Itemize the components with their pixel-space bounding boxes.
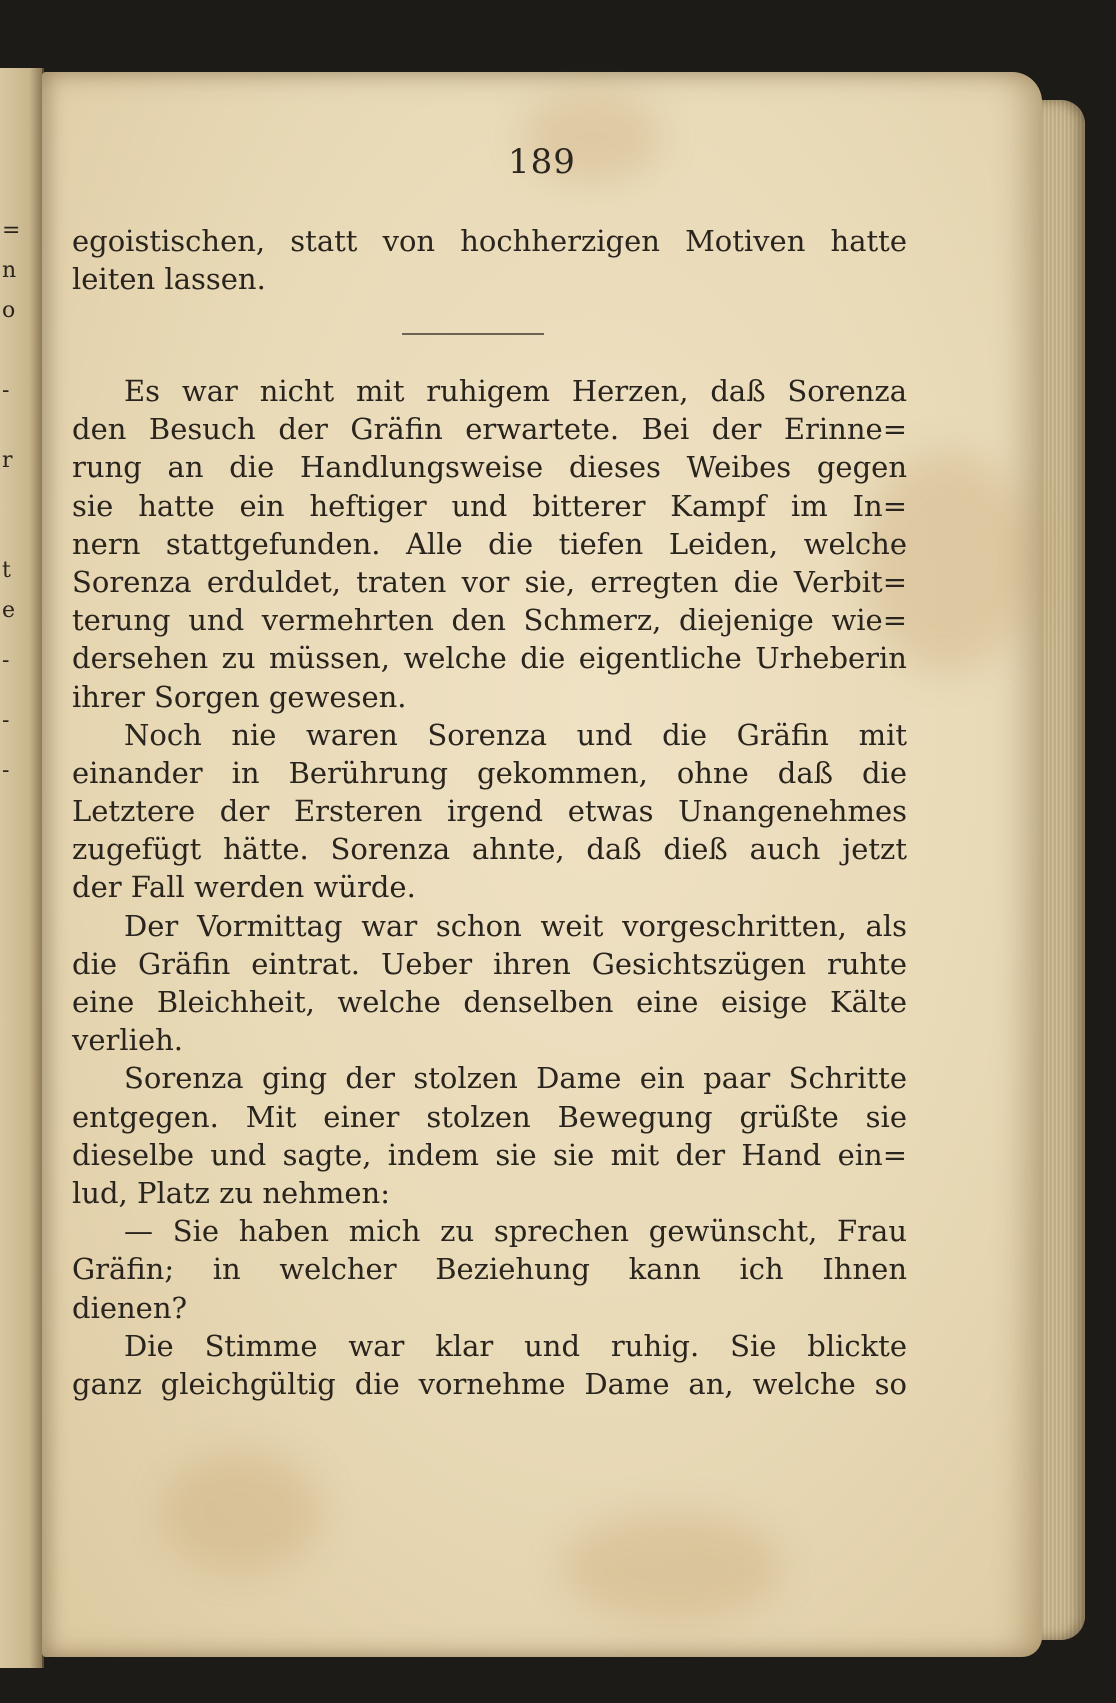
text-line: rung an die Handlungsweise dieses Weibes gegen xyxy=(72,450,907,485)
left-page-text-fragments xyxy=(0,68,42,1668)
text-line: terung und vermehrten den Schmerz, diejenige wie= xyxy=(72,603,907,638)
text-line: entgegen. Mit einer stolzen Bewegung grüßte sie xyxy=(72,1099,907,1134)
book-page xyxy=(42,72,1042,1657)
left-page-fragment: = xyxy=(2,218,21,243)
left-page-fragment: - xyxy=(2,378,10,403)
text-line: ihrer Sorgen gewesen. xyxy=(72,679,407,714)
text-line: dienen? xyxy=(72,1290,188,1325)
text-line: egoistischen, statt von hochherzigen Motiven hatte xyxy=(72,224,907,258)
text-line: lud, Platz zu nehmen: xyxy=(72,1175,390,1210)
text-line: nern stattgefunden. Alle die tiefen Leiden, welche xyxy=(72,526,907,561)
text-line: Sorenza erduldet, traten vor sie, erregten die Verbit= xyxy=(72,564,907,599)
text-line: Letztere der Ersteren irgend etwas Unangenehmes xyxy=(72,794,907,829)
left-page-fragment: n xyxy=(2,258,17,283)
left-page-fragment: e xyxy=(2,598,16,623)
left-page-fragment: r xyxy=(2,448,13,473)
page-stain xyxy=(162,1452,322,1572)
text-line: Der Vormittag war schon weit vorgeschritten, als xyxy=(124,908,907,943)
text-line: Sorenza ging der stolzen Dame ein paar Schritte xyxy=(124,1061,907,1096)
text-line: Die Stimme war klar und ruhig. Sie blickte xyxy=(124,1328,907,1363)
text-line: Noch nie waren Sorenza und die Gräfin mit xyxy=(124,717,907,752)
text-line: sie hatte ein heftiger und bitterer Kampf im In= xyxy=(72,488,907,523)
opening-lines xyxy=(72,222,907,299)
section-separator xyxy=(402,333,544,335)
left-page-edge xyxy=(0,68,44,1668)
text-line: zugefügt hätte. Sorenza ahnte, daß dieß auch jetzt xyxy=(72,832,907,867)
text-line: der Fall werden würde. xyxy=(72,870,416,905)
left-page-fragment: t xyxy=(2,558,11,583)
text-line: den Besuch der Gräfin erwartete. Bei der Erinne= xyxy=(72,412,907,447)
text-line: dersehen zu müssen, welche die eigentliche Urheberin xyxy=(72,641,907,676)
text-line: ganz gleichgültig die vornehme Dame an, welche so xyxy=(72,1366,907,1401)
body-text xyxy=(72,372,907,1403)
text-line: dieselbe und sagte, indem sie sie mit der Hand ein= xyxy=(72,1137,907,1172)
page-number: 189 xyxy=(508,142,576,182)
text-line: eine Bleichheit, welche denselben eine eisige Kälte xyxy=(72,985,907,1019)
text-line: die Gräfin eintrat. Ueber ihren Gesichtszügen ruhte xyxy=(72,946,907,981)
left-page-fragment: - xyxy=(2,758,10,783)
text-line: Gräfin; in welcher Beziehung kann ich Ihnen xyxy=(72,1252,907,1287)
left-page-fragment: - xyxy=(2,708,10,733)
left-page-fragment: - xyxy=(2,648,10,673)
text-line: verlieh. xyxy=(72,1023,184,1058)
text-line: — Sie haben mich zu sprechen gewünscht, Frau xyxy=(124,1214,907,1249)
left-page-fragment: o xyxy=(2,298,16,323)
text-line: einander in Berührung gekommen, ohne daß die xyxy=(72,755,907,790)
page-stain xyxy=(562,1512,782,1622)
text-line: Es war nicht mit ruhigem Herzen, daß Sorenza xyxy=(124,374,907,408)
text-line: leiten lassen. xyxy=(72,262,266,297)
